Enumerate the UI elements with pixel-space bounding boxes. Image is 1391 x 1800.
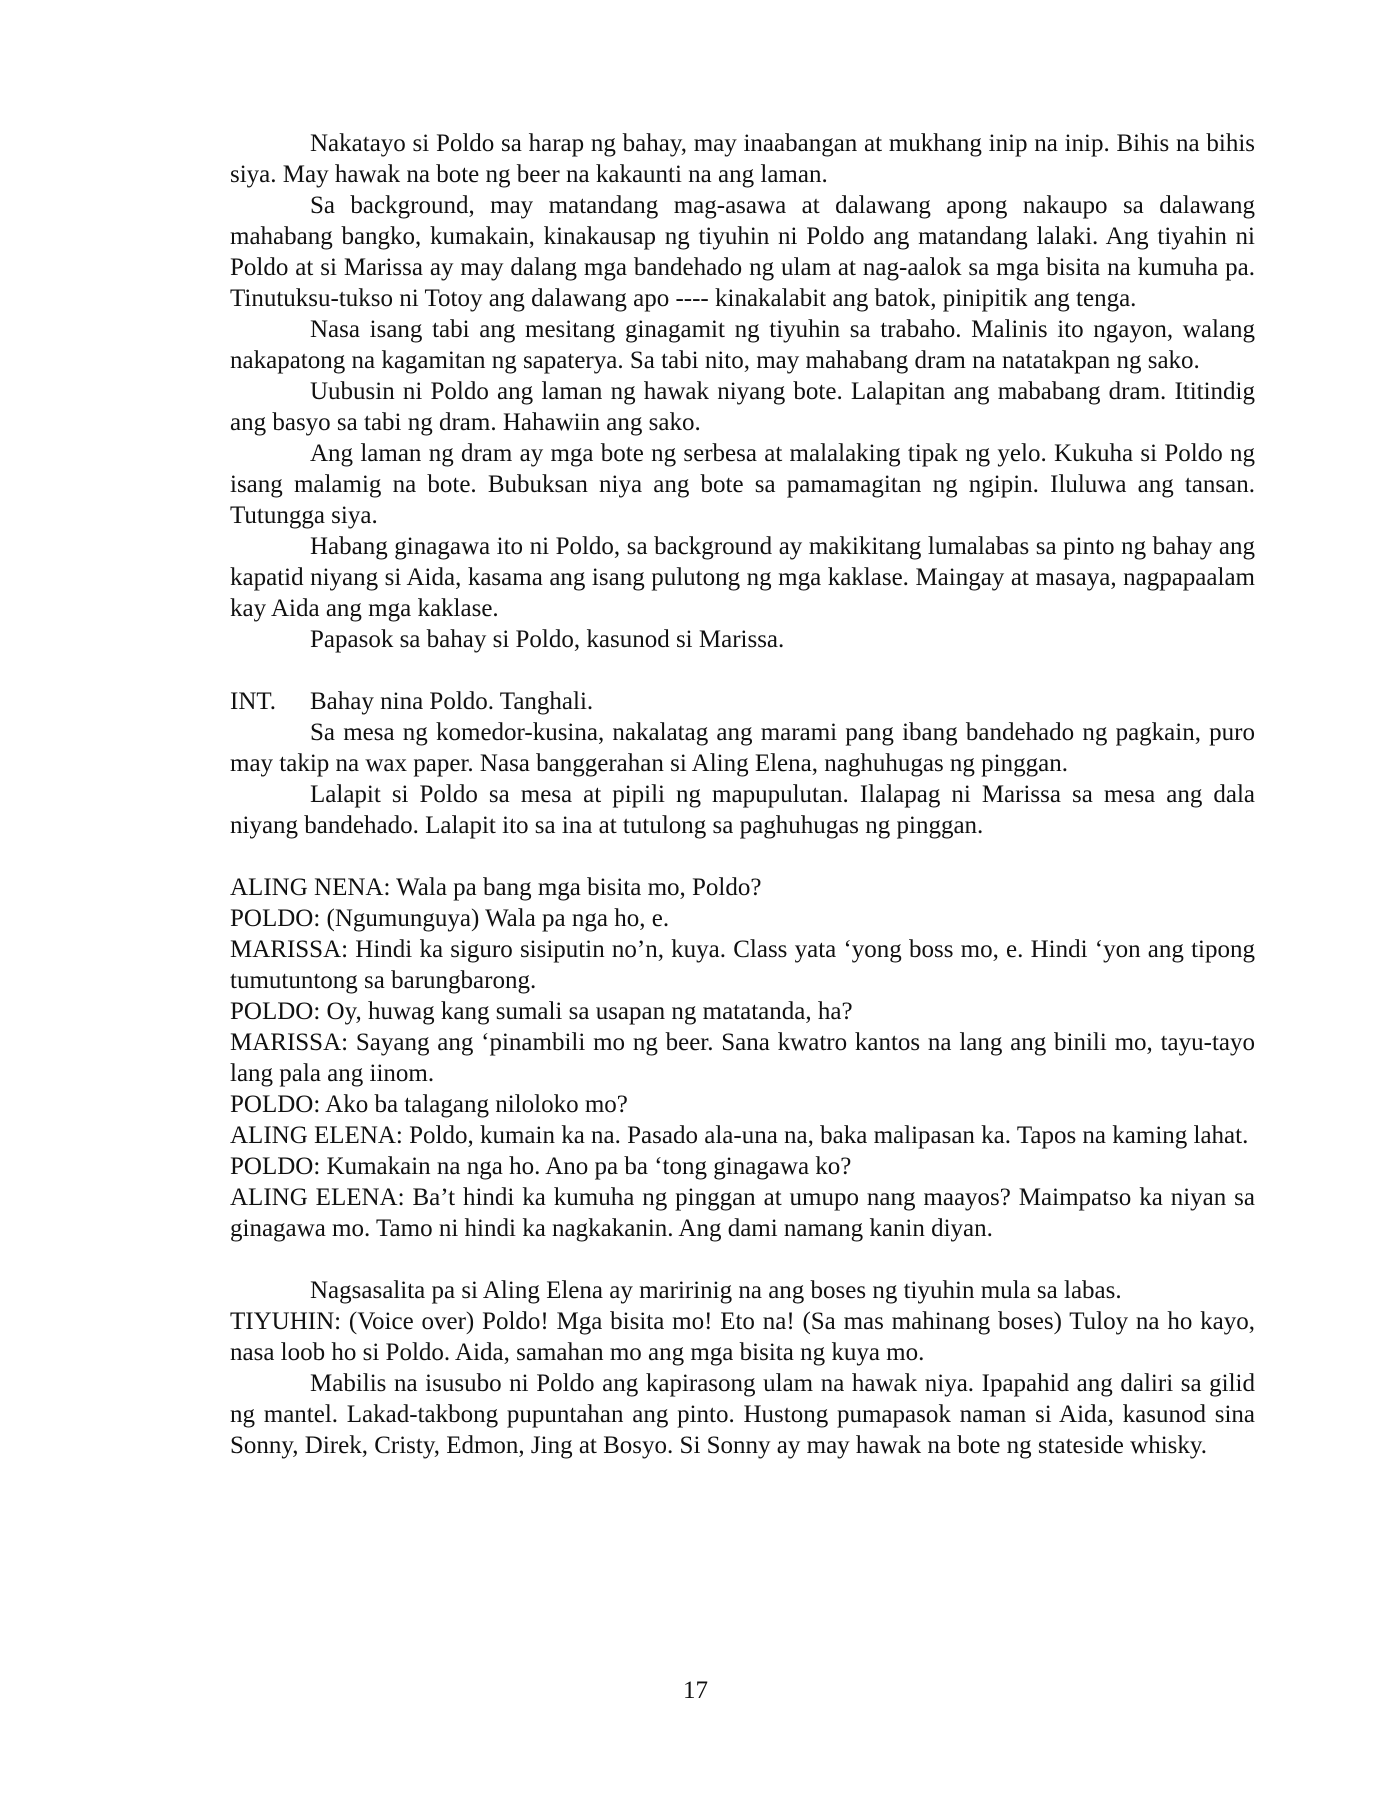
action-paragraph: Ang laman ng dram ay mga bote ng serbesa at malalaking tipak ng yelo. Kukuha si Poldo ng isang malamig na bote. Bubuksan niya ang bote sa pamamagitan ng ngipin. Iluluwa ang tansan. Tutungga siya.: [230, 440, 1255, 529]
dialogue-line: TIYUHIN: (Voice over) Poldo! Mga bisita mo! Eto na! (Sa mas mahinang boses) Tuloy na ho kayo, nasa loob ho si Poldo. Aida, samahan mo ang mga bisita ng kuya mo.: [230, 1308, 1255, 1366]
action-paragraph: Nasa isang tabi ang mesitang ginagamit ng tiyuhin sa trabaho. Malinis ito ngayon, walang nakapatong na kagamitan ng sapaterya. Sa tabi nito, may mahabang dram na natatakpan ng sako.: [230, 316, 1255, 374]
action-paragraph: Uubusin ni Poldo ang laman ng hawak niyang bote. Lalapitan ang mababang dram. Ititindig ang basyo sa tabi ng dram. Hahawiin ang sako.: [230, 378, 1255, 436]
dialogue-line: ALING NENA: Wala pa bang mga bisita mo, Poldo?: [230, 874, 762, 901]
dialogue-line: POLDO: (Ngumunguya) Wala pa nga ho, e.: [230, 905, 670, 932]
paragraph-gap: [230, 841, 1255, 872]
action-paragraph: Sa mesa ng komedor-kusina, nakalatag ang marami pang ibang bandehado ng pagkain, puro may takip na wax paper. Nasa banggerahan si Aling Elena, naghuhugas ng pinggan.: [230, 719, 1255, 777]
dialogue-line: POLDO: Kumakain na nga ho. Ano pa ba ‘tong ginagawa ko?: [230, 1153, 852, 1180]
page-number: 17: [683, 1677, 708, 1704]
paragraph-gap: [230, 655, 1255, 686]
action-paragraph: Nagsasalita pa si Aling Elena ay maririnig na ang boses ng tiyuhin mula sa labas.: [310, 1277, 1122, 1304]
scene-heading: [230, 686, 1255, 717]
action-paragraph: Nakatayo si Poldo sa harap ng bahay, may inaabangan at mukhang inip na inip. Bihis na bihis siya. May hawak na bote ng beer na kakaunti na ang laman.: [230, 130, 1255, 188]
action-paragraph: Papasok sa bahay si Poldo, kasunod si Marissa.: [310, 626, 785, 653]
action-paragraph: Mabilis na isusubo ni Poldo ang kapirasong ulam na hawak niya. Ipapahid ang daliri sa gilid ng mantel. Lakad-takbong pupuntahan ang pinto. Hustong pumapasok naman si Aida, kasunod sina Sonny, Direk, Cristy, Edmon, Jing at Bosyo. Si Sonny ay may hawak na bote ng stateside whisky.: [230, 1370, 1255, 1459]
action-paragraph: Habang ginagawa ito ni Poldo, sa background ay makikitang lumalabas sa pinto ng bahay ang kapatid niyang si Aida, kasama ang isang pulutong ng mga kaklase. Maingay at masaya, nagpapaalam kay Aida ang mga kaklase.: [230, 533, 1255, 622]
scene-tag: INT.: [230, 688, 277, 715]
paragraph-gap: [230, 1244, 1255, 1275]
dialogue-line: POLDO: Ako ba talagang niloloko mo?: [230, 1091, 628, 1118]
scene-location: Bahay nina Poldo. Tanghali.: [310, 688, 594, 715]
script-page: [230, 128, 1255, 1461]
dialogue-line: ALING ELENA: Ba’t hindi ka kumuha ng pinggan at umupo nang maayos? Maimpatso ka niyan sa ginagawa mo. Tamo ni hindi ka nagkakanin. Ang dami namang kanin diyan.: [230, 1184, 1255, 1242]
dialogue-line: POLDO: Oy, huwag kang sumali sa usapan ng matatanda, ha?: [230, 998, 853, 1025]
dialogue-line: ALING ELENA: Poldo, kumain ka na. Pasado ala-una na, baka malipasan ka. Tapos na kaming lahat.: [230, 1122, 1249, 1149]
action-paragraph: Sa background, may matandang mag-asawa at dalawang apong nakaupo sa dalawang mahabang bangko, kumakain, kinakausap ng tiyuhin ni Poldo ang matandang lalaki. Ang tiyahin ni Poldo at si Marissa ay may dalang mga bandehado ng ulam at nag-aalok sa mga bisita na kumuha pa. Tinutuksu-tukso ni Totoy ang dalawang apo ---- kinakalabit ang batok, pinipitik ang tenga.: [230, 192, 1255, 312]
action-paragraph: Lalapit si Poldo sa mesa at pipili ng mapupulutan. Ilalapag ni Marissa sa mesa ang dala niyang bandehado. Lalapit ito sa ina at tutulong sa paghuhugas ng pinggan.: [230, 781, 1255, 839]
dialogue-line: MARISSA: Sayang ang ‘pinambili mo ng beer. Sana kwatro kantos na lang ang binili mo, tayu-tayo lang pala ang iinom.: [230, 1029, 1255, 1087]
dialogue-line: MARISSA: Hindi ka siguro sisiputin no’n, kuya. Class yata ‘yong boss mo, e. Hindi ‘yon ang tipong tumutuntong sa barungbarong.: [230, 936, 1255, 994]
